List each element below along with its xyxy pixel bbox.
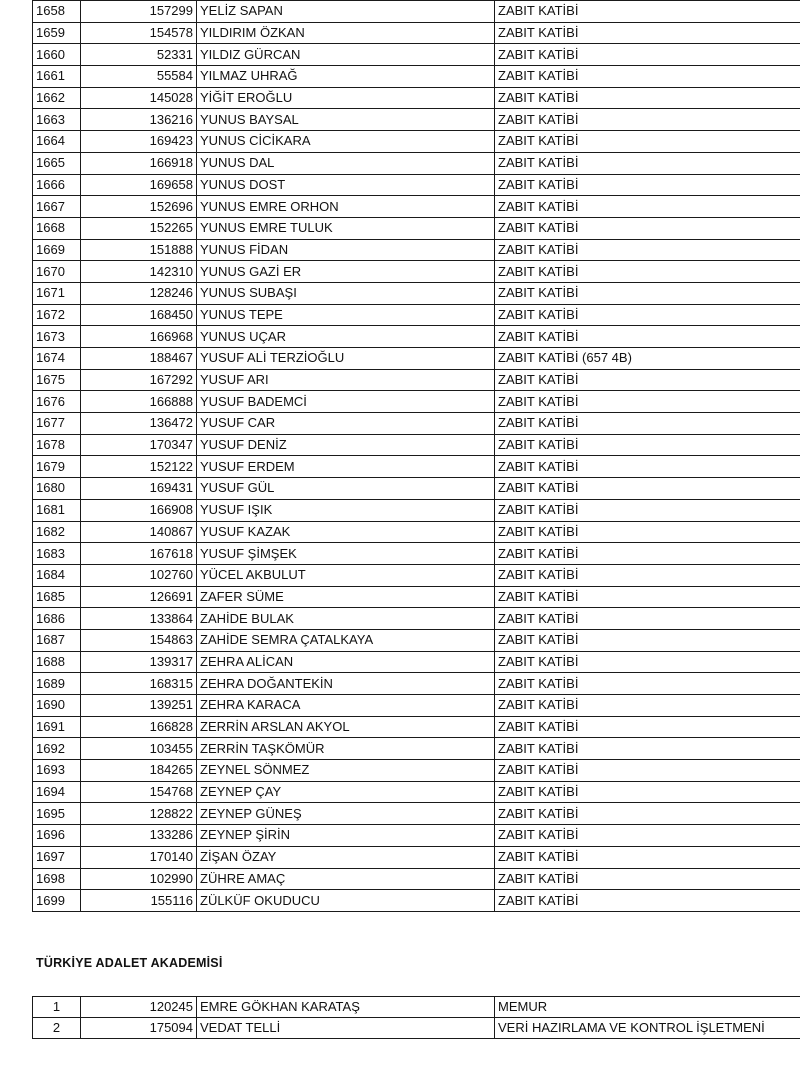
row-number: 1687 [33, 629, 81, 651]
person-name: YİĞİT EROĞLU [197, 87, 495, 109]
table-row [33, 825, 800, 847]
table-row [33, 868, 800, 890]
job-title: ZABIT KATİBİ [495, 174, 800, 196]
person-name: YUSUF ARI [197, 369, 495, 391]
person-name: ZAFER SÜME [197, 586, 495, 608]
job-title: ZABIT KATİBİ [495, 651, 800, 673]
table-row [33, 304, 800, 326]
job-title: ZABIT KATİBİ [495, 586, 800, 608]
job-title: ZABIT KATİBİ [495, 196, 800, 218]
job-title: ZABIT KATİBİ [495, 695, 800, 717]
job-title: ZABIT KATİBİ [495, 543, 800, 565]
job-title: ZABIT KATİBİ (657 4B) [495, 348, 800, 370]
registry-id: 166908 [81, 499, 197, 521]
row-number: 1684 [33, 564, 81, 586]
person-name: ZÜLKÜF OKUDUCU [197, 890, 495, 912]
person-name: YUNUS EMRE TULUK [197, 217, 495, 239]
row-number: 1665 [33, 152, 81, 174]
row-number: 1669 [33, 239, 81, 261]
registry-id: 168450 [81, 304, 197, 326]
table-row [33, 997, 800, 1018]
personnel-table-body [33, 1, 800, 912]
table-row [33, 760, 800, 782]
row-number: 1675 [33, 369, 81, 391]
row-number: 1691 [33, 716, 81, 738]
registry-id: 152696 [81, 196, 197, 218]
table-row [33, 673, 800, 695]
person-name: YUSUF GÜL [197, 478, 495, 500]
registry-id: 166888 [81, 391, 197, 413]
table-row [33, 478, 800, 500]
table-row [33, 434, 800, 456]
table-row [33, 413, 800, 435]
academy-table-body [33, 997, 800, 1039]
job-title: ZABIT KATİBİ [495, 738, 800, 760]
registry-id: 167618 [81, 543, 197, 565]
person-name: ZİŞAN ÖZAY [197, 846, 495, 868]
person-name: ZEHRA DOĞANTEKİN [197, 673, 495, 695]
row-number: 1664 [33, 131, 81, 153]
row-number: 1658 [33, 1, 81, 23]
registry-id: 52331 [81, 44, 197, 66]
table-row [33, 196, 800, 218]
person-name: ZEYNEP GÜNEŞ [197, 803, 495, 825]
row-number: 1659 [33, 22, 81, 44]
person-name: YILDIRIM ÖZKAN [197, 22, 495, 44]
row-number: 1699 [33, 890, 81, 912]
job-title: ZABIT KATİBİ [495, 1, 800, 23]
person-name: YUNUS DAL [197, 152, 495, 174]
table-row [33, 1, 800, 23]
row-number: 1672 [33, 304, 81, 326]
row-number: 1666 [33, 174, 81, 196]
row-number: 1679 [33, 456, 81, 478]
job-title: ZABIT KATİBİ [495, 629, 800, 651]
table-row [33, 695, 800, 717]
person-name: ZEYNEL SÖNMEZ [197, 760, 495, 782]
job-title: ZABIT KATİBİ [495, 521, 800, 543]
registry-id: 168315 [81, 673, 197, 695]
row-number: 1682 [33, 521, 81, 543]
registry-id: 139251 [81, 695, 197, 717]
job-title: ZABIT KATİBİ [495, 326, 800, 348]
person-name: YUNUS UÇAR [197, 326, 495, 348]
person-name: YUNUS TEPE [197, 304, 495, 326]
person-name: YUNUS SUBAŞI [197, 282, 495, 304]
person-name: YELİZ SAPAN [197, 1, 495, 23]
table-row [33, 499, 800, 521]
row-number: 1661 [33, 66, 81, 88]
registry-id: 152122 [81, 456, 197, 478]
row-number: 1671 [33, 282, 81, 304]
person-name: ZÜHRE AMAÇ [197, 868, 495, 890]
person-name: YUSUF ALİ TERZİOĞLU [197, 348, 495, 370]
table-row [33, 456, 800, 478]
registry-id: 188467 [81, 348, 197, 370]
registry-id: 166918 [81, 152, 197, 174]
job-title: ZABIT KATİBİ [495, 716, 800, 738]
registry-id: 102990 [81, 868, 197, 890]
section-heading: TÜRKİYE ADALET AKADEMİSİ [36, 956, 223, 970]
row-number: 1660 [33, 44, 81, 66]
person-name: ZEYNEP ŞİRİN [197, 825, 495, 847]
table-row [33, 738, 800, 760]
job-title: ZABIT KATİBİ [495, 239, 800, 261]
table-row [33, 44, 800, 66]
registry-id: 128246 [81, 282, 197, 304]
job-title: ZABIT KATİBİ [495, 369, 800, 391]
row-number: 1 [33, 997, 81, 1018]
person-name: YUNUS CİCİKARA [197, 131, 495, 153]
table-row [33, 87, 800, 109]
row-number: 1668 [33, 217, 81, 239]
registry-id: 154578 [81, 22, 197, 44]
row-number: 1692 [33, 738, 81, 760]
job-title: ZABIT KATİBİ [495, 304, 800, 326]
person-name: YUNUS EMRE ORHON [197, 196, 495, 218]
person-name: ZERRİN ARSLAN AKYOL [197, 716, 495, 738]
row-number: 1698 [33, 868, 81, 890]
table-row [33, 109, 800, 131]
registry-id: 136216 [81, 109, 197, 131]
job-title: ZABIT KATİBİ [495, 87, 800, 109]
table-row [33, 629, 800, 651]
job-title: ZABIT KATİBİ [495, 846, 800, 868]
registry-id: 154768 [81, 781, 197, 803]
row-number: 1680 [33, 478, 81, 500]
row-number: 2 [33, 1018, 81, 1039]
row-number: 1694 [33, 781, 81, 803]
registry-id: 154863 [81, 629, 197, 651]
registry-id: 136472 [81, 413, 197, 435]
row-number: 1697 [33, 846, 81, 868]
table-row [33, 66, 800, 88]
registry-id: 151888 [81, 239, 197, 261]
person-name: YUSUF BADEMCİ [197, 391, 495, 413]
table-row [33, 651, 800, 673]
row-number: 1685 [33, 586, 81, 608]
job-title: ZABIT KATİBİ [495, 499, 800, 521]
row-number: 1686 [33, 608, 81, 630]
table-row [33, 803, 800, 825]
person-name: YUNUS GAZİ ER [197, 261, 495, 283]
table-row [33, 716, 800, 738]
registry-id: 103455 [81, 738, 197, 760]
registry-id: 55584 [81, 66, 197, 88]
row-number: 1693 [33, 760, 81, 782]
job-title: ZABIT KATİBİ [495, 673, 800, 695]
table-row [33, 846, 800, 868]
job-title: ZABIT KATİBİ [495, 109, 800, 131]
registry-id: 175094 [81, 1018, 197, 1039]
registry-id: 155116 [81, 890, 197, 912]
registry-id: 102760 [81, 564, 197, 586]
person-name: YUSUF ERDEM [197, 456, 495, 478]
job-title: ZABIT KATİBİ [495, 825, 800, 847]
registry-id: 166828 [81, 716, 197, 738]
row-number: 1688 [33, 651, 81, 673]
table-row [33, 564, 800, 586]
table-row [33, 521, 800, 543]
registry-id: 169431 [81, 478, 197, 500]
table-row [33, 326, 800, 348]
registry-id: 128822 [81, 803, 197, 825]
row-number: 1695 [33, 803, 81, 825]
person-name: YÜCEL AKBULUT [197, 564, 495, 586]
table-row [33, 239, 800, 261]
row-number: 1670 [33, 261, 81, 283]
job-title: ZABIT KATİBİ [495, 456, 800, 478]
table-row [33, 1018, 800, 1039]
job-title: ZABIT KATİBİ [495, 608, 800, 630]
job-title: ZABIT KATİBİ [495, 434, 800, 456]
job-title: ZABIT KATİBİ [495, 391, 800, 413]
personnel-table [32, 0, 800, 912]
person-name: ZEHRA KARACA [197, 695, 495, 717]
registry-id: 169423 [81, 131, 197, 153]
table-row [33, 890, 800, 912]
job-title: ZABIT KATİBİ [495, 478, 800, 500]
registry-id: 120245 [81, 997, 197, 1018]
registry-id: 157299 [81, 1, 197, 23]
table-row [33, 282, 800, 304]
job-title: ZABIT KATİBİ [495, 152, 800, 174]
job-title: ZABIT KATİBİ [495, 261, 800, 283]
person-name: ZEHRA ALİCAN [197, 651, 495, 673]
job-title: VERİ HAZIRLAMA VE KONTROL İŞLETMENİ [495, 1018, 800, 1039]
registry-id: 142310 [81, 261, 197, 283]
job-title: ZABIT KATİBİ [495, 781, 800, 803]
row-number: 1662 [33, 87, 81, 109]
row-number: 1676 [33, 391, 81, 413]
person-name: YUNUS BAYSAL [197, 109, 495, 131]
person-name: YUSUF ŞİMŞEK [197, 543, 495, 565]
person-name: YUSUF KAZAK [197, 521, 495, 543]
row-number: 1681 [33, 499, 81, 521]
job-title: ZABIT KATİBİ [495, 890, 800, 912]
job-title: ZABIT KATİBİ [495, 760, 800, 782]
person-name: ZERRİN TAŞKÖMÜR [197, 738, 495, 760]
registry-id: 167292 [81, 369, 197, 391]
registry-id: 133286 [81, 825, 197, 847]
table-row [33, 174, 800, 196]
person-name: ZAHİDE BULAK [197, 608, 495, 630]
row-number: 1674 [33, 348, 81, 370]
row-number: 1690 [33, 695, 81, 717]
registry-id: 184265 [81, 760, 197, 782]
job-title: ZABIT KATİBİ [495, 413, 800, 435]
registry-id: 170140 [81, 846, 197, 868]
person-name: ZAHİDE SEMRA ÇATALKAYA [197, 629, 495, 651]
registry-id: 126691 [81, 586, 197, 608]
person-name: YUNUS DOST [197, 174, 495, 196]
job-title: ZABIT KATİBİ [495, 22, 800, 44]
job-title: ZABIT KATİBİ [495, 282, 800, 304]
table-row [33, 261, 800, 283]
person-name: ZEYNEP ÇAY [197, 781, 495, 803]
registry-id: 145028 [81, 87, 197, 109]
person-name: YUSUF CAR [197, 413, 495, 435]
table-row [33, 543, 800, 565]
table-row [33, 152, 800, 174]
table-row [33, 217, 800, 239]
table-row [33, 781, 800, 803]
table-row [33, 369, 800, 391]
person-name: YILMAZ UHRAĞ [197, 66, 495, 88]
job-title: ZABIT KATİBİ [495, 217, 800, 239]
row-number: 1667 [33, 196, 81, 218]
job-title: MEMUR [495, 997, 800, 1018]
job-title: ZABIT KATİBİ [495, 44, 800, 66]
registry-id: 140867 [81, 521, 197, 543]
job-title: ZABIT KATİBİ [495, 564, 800, 586]
registry-id: 139317 [81, 651, 197, 673]
job-title: ZABIT KATİBİ [495, 803, 800, 825]
row-number: 1663 [33, 109, 81, 131]
row-number: 1673 [33, 326, 81, 348]
person-name: YILDIZ GÜRCAN [197, 44, 495, 66]
table-row [33, 131, 800, 153]
row-number: 1696 [33, 825, 81, 847]
table-row [33, 391, 800, 413]
row-number: 1689 [33, 673, 81, 695]
job-title: ZABIT KATİBİ [495, 868, 800, 890]
registry-id: 166968 [81, 326, 197, 348]
row-number: 1683 [33, 543, 81, 565]
person-name: VEDAT TELLİ [197, 1018, 495, 1039]
person-name: YUSUF DENİZ [197, 434, 495, 456]
person-name: YUNUS FİDAN [197, 239, 495, 261]
table-row [33, 348, 800, 370]
table-row [33, 22, 800, 44]
person-name: EMRE GÖKHAN KARATAŞ [197, 997, 495, 1018]
job-title: ZABIT KATİBİ [495, 66, 800, 88]
registry-id: 133864 [81, 608, 197, 630]
registry-id: 152265 [81, 217, 197, 239]
row-number: 1677 [33, 413, 81, 435]
person-name: YUSUF IŞIK [197, 499, 495, 521]
row-number: 1678 [33, 434, 81, 456]
registry-id: 170347 [81, 434, 197, 456]
registry-id: 169658 [81, 174, 197, 196]
table-row [33, 586, 800, 608]
academy-table [32, 996, 800, 1039]
job-title: ZABIT KATİBİ [495, 131, 800, 153]
table-row [33, 608, 800, 630]
